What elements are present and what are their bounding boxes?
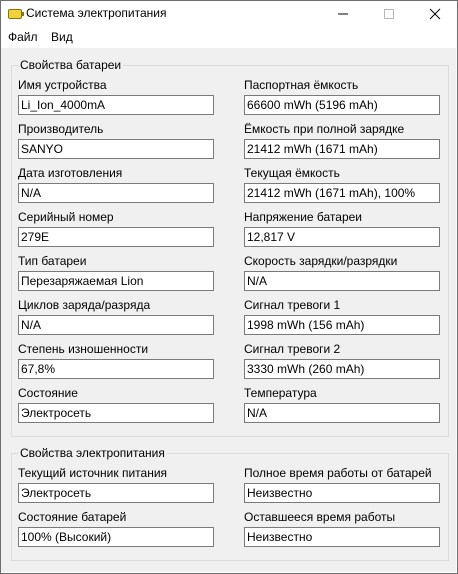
temperature-field[interactable]: N/A — [244, 403, 440, 423]
battery-properties-group — [11, 58, 449, 437]
alarm-2-label: Сигнал тревоги 2 — [244, 342, 341, 356]
manufacture-date-label: Дата изготовления — [18, 166, 123, 180]
full-charge-capacity-label: Ёмкость при полной зарядке — [244, 122, 405, 136]
minimize-icon — [337, 8, 349, 20]
minimize-button[interactable] — [320, 0, 366, 28]
remaining-runtime-label: Оставшееся время работы — [244, 510, 396, 524]
device-name-field[interactable]: Li_Ion_4000mA — [18, 95, 214, 115]
power-group-title: Свойства электропитания — [20, 446, 165, 460]
alarm-1-field[interactable]: 1998 mWh (156 mAh) — [244, 315, 440, 335]
current-capacity-label: Текущая ёмкость — [244, 166, 340, 180]
cycle-count-field[interactable]: N/A — [18, 315, 214, 335]
close-icon — [429, 8, 441, 20]
battery-icon — [8, 9, 22, 19]
battery-status-field[interactable]: 100% (Высокий) — [18, 527, 214, 547]
battery-status-label: Состояние батарей — [18, 510, 127, 524]
design-capacity-field[interactable]: 66600 mWh (5196 mAh) — [244, 95, 440, 115]
design-capacity-label: Паспортная ёмкость — [244, 78, 359, 92]
maximize-icon — [383, 8, 395, 20]
full-charge-capacity-field[interactable]: 21412 mWh (1671 mAh) — [244, 139, 440, 159]
serial-number-label: Серийный номер — [18, 210, 114, 224]
total-runtime-label: Полное время работы от батарей — [244, 466, 432, 480]
state-field[interactable]: Электросеть — [18, 403, 214, 423]
battery-group-title: Свойства батареи — [20, 58, 122, 72]
wear-level-field[interactable]: 67,8% — [18, 359, 214, 379]
maximize-button[interactable] — [366, 0, 412, 28]
manufacturer-field[interactable]: SANYO — [18, 139, 214, 159]
battery-voltage-label: Напряжение батареи — [244, 210, 363, 224]
window-title: Система электропитания — [26, 6, 167, 20]
close-button[interactable] — [412, 0, 458, 28]
serial-number-field[interactable]: 279E — [18, 227, 214, 247]
menu-bar — [0, 28, 458, 48]
cycle-count-label: Циклов заряда/разряда — [18, 298, 151, 312]
battery-type-field[interactable]: Перезаряжаемая Lion — [18, 271, 214, 291]
charge-rate-label: Скорость зарядки/разрядки — [244, 254, 398, 268]
alarm-1-label: Сигнал тревоги 1 — [244, 298, 341, 312]
menu-file[interactable]: Файл — [8, 30, 38, 44]
menu-view[interactable]: Вид — [51, 30, 73, 44]
wear-level-label: Степень изношенности — [18, 342, 149, 356]
title-bar — [0, 0, 458, 28]
power-source-field[interactable]: Электросеть — [18, 483, 214, 503]
current-capacity-field[interactable]: 21412 mWh (1671 mAh), 100% — [244, 183, 440, 203]
battery-voltage-field[interactable]: 12,817 V — [244, 227, 440, 247]
power-source-label: Текущий источник питания — [18, 466, 168, 480]
device-name-label: Имя устройства — [18, 78, 107, 92]
alarm-2-field[interactable]: 3330 mWh (260 mAh) — [244, 359, 440, 379]
manufacture-date-field[interactable]: N/A — [18, 183, 214, 203]
manufacturer-label: Производитель — [18, 122, 104, 136]
power-properties-group — [11, 446, 449, 561]
state-label: Состояние — [18, 386, 78, 400]
temperature-label: Температура — [244, 386, 317, 400]
charge-rate-field[interactable]: N/A — [244, 271, 440, 291]
remaining-runtime-field[interactable]: Неизвестно — [244, 527, 440, 547]
total-runtime-field[interactable]: Неизвестно — [244, 483, 440, 503]
battery-type-label: Тип батареи — [18, 254, 87, 268]
client-area — [1, 48, 456, 572]
